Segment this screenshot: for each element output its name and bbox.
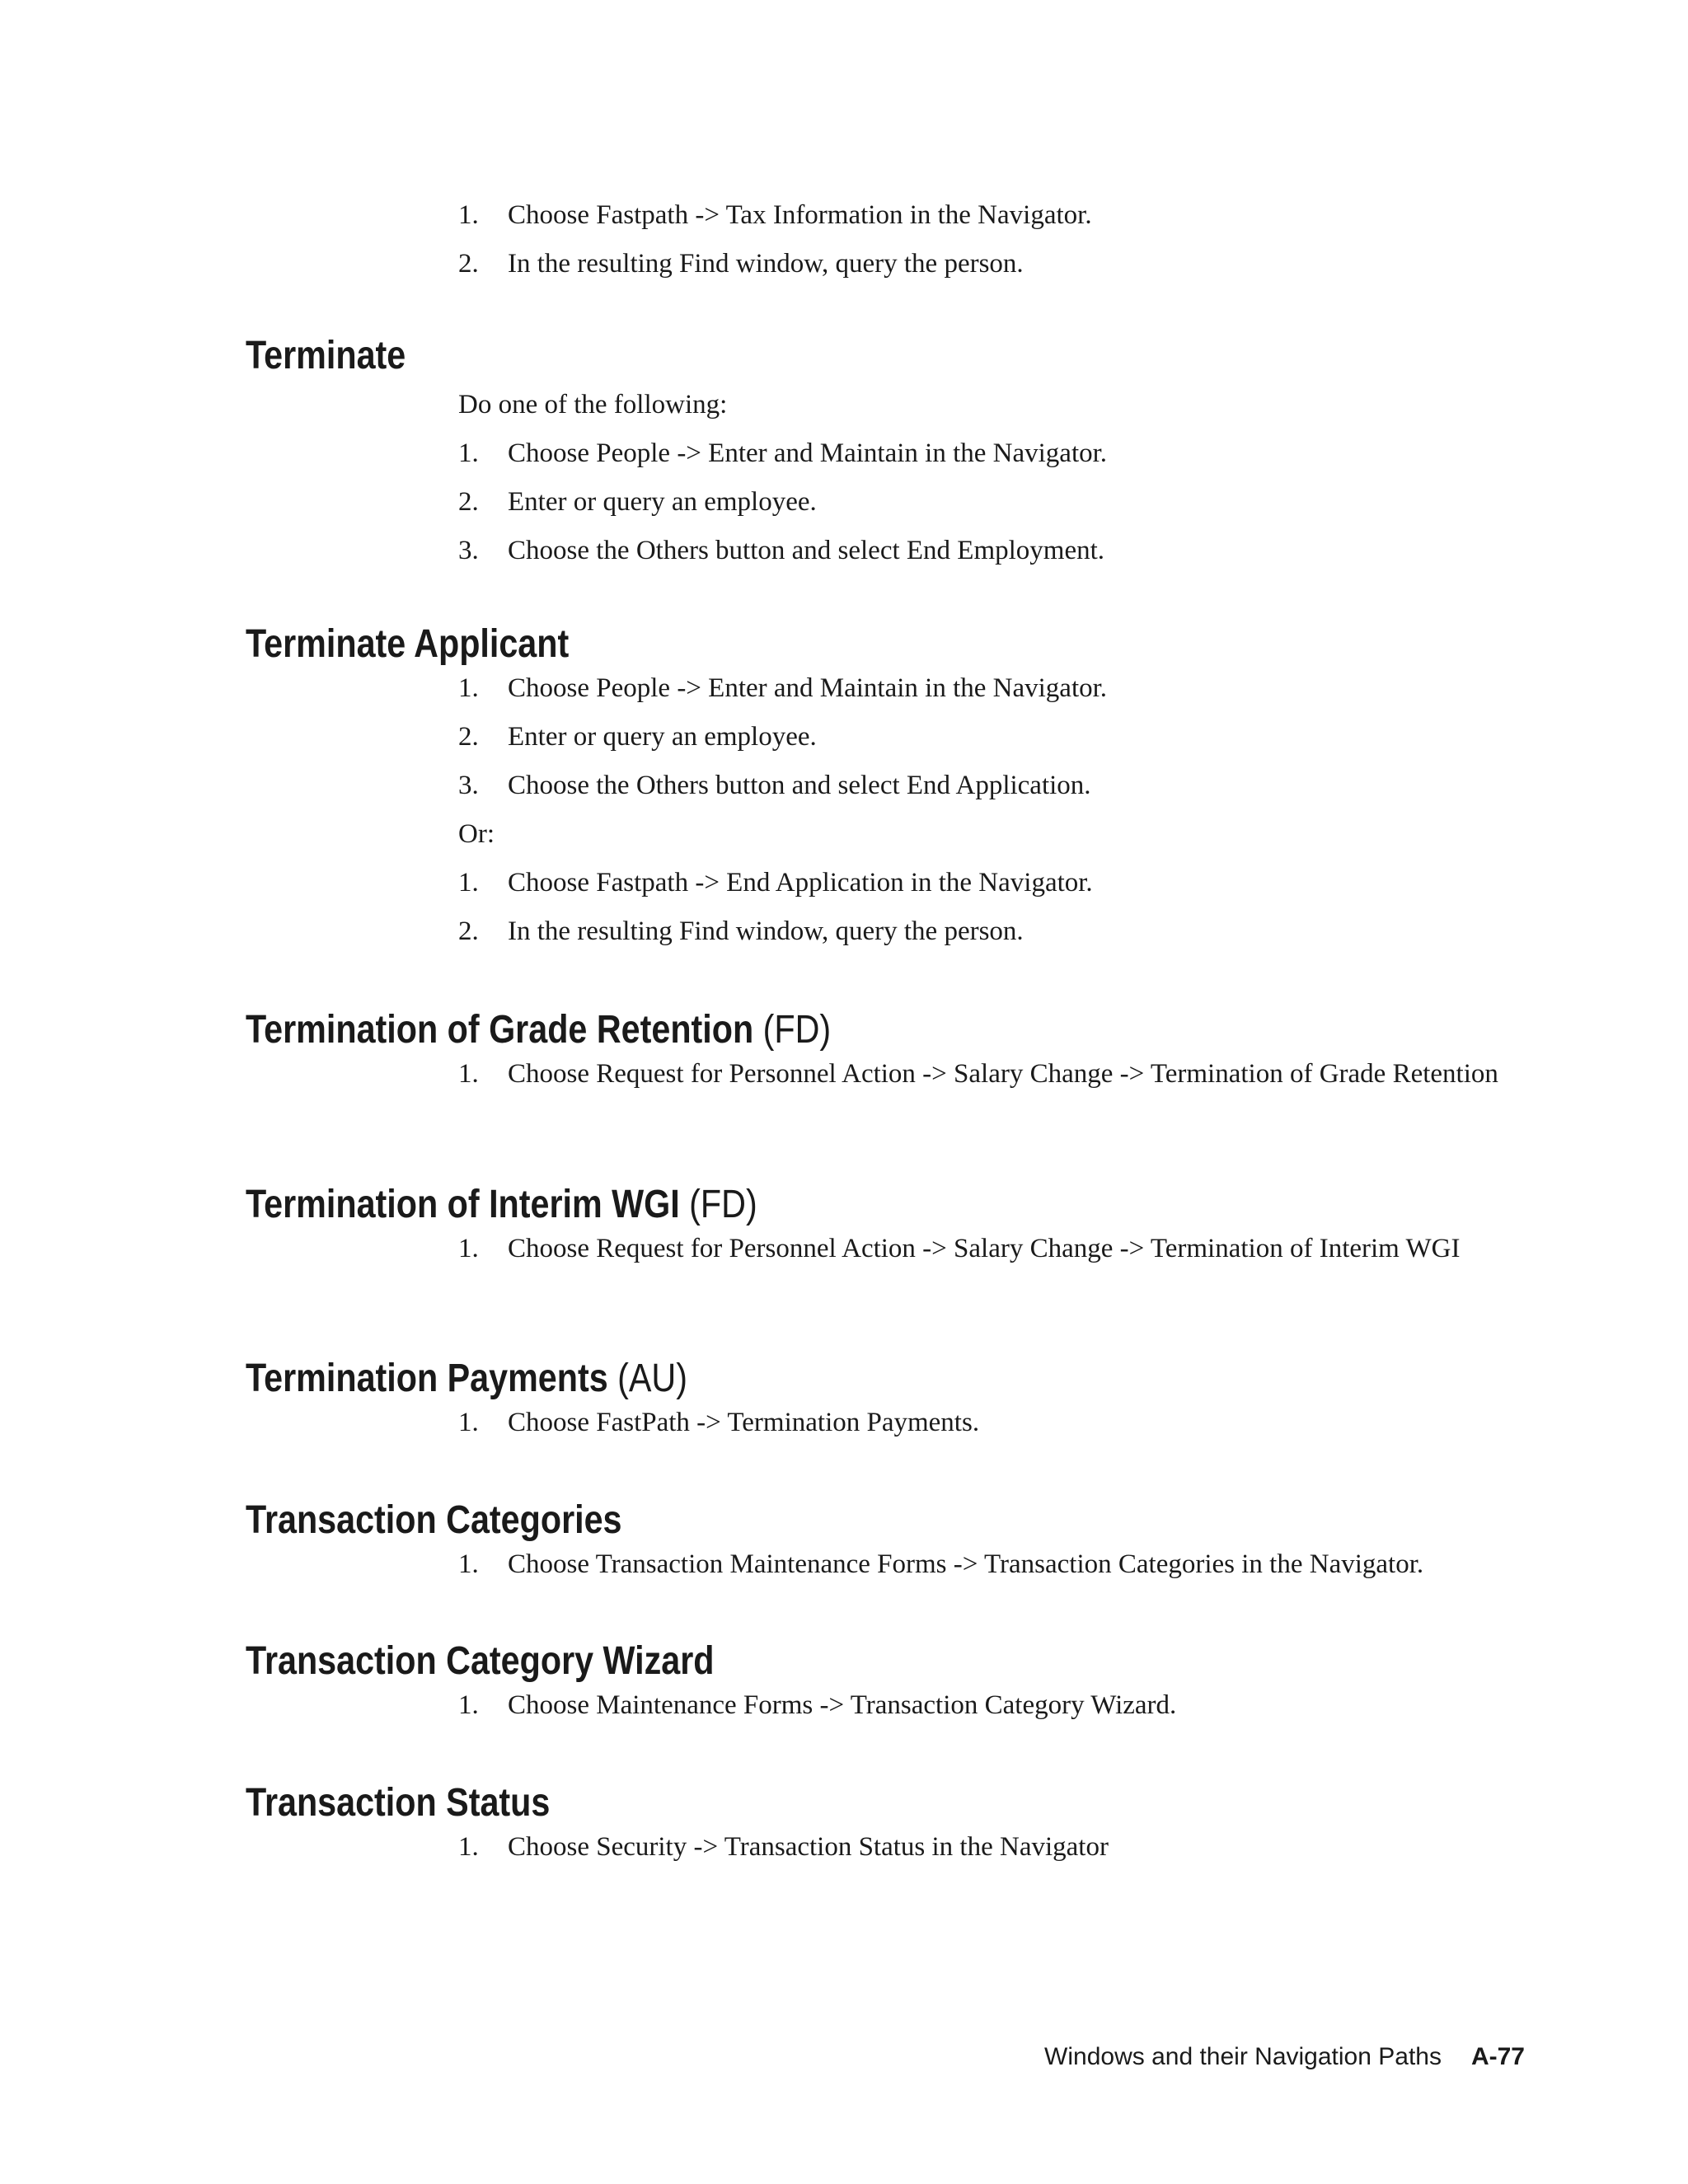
- section-transaction-categories: [246, 1497, 1531, 1597]
- list-item: 2. In the resulting Find window, query the person.: [458, 916, 1024, 946]
- list-item: 3. Choose the Others button and select End Application.: [458, 771, 1091, 800]
- page-footer: [1044, 2042, 1525, 2072]
- section-heading: Transaction Category Wizard: [246, 1639, 715, 1683]
- section-transaction-category-wizard: [246, 1638, 1531, 1738]
- list-item: 1. Choose Fastpath -> Tax Information in the Navigator.: [458, 200, 1092, 230]
- list-item: 1. Choose Transaction Maintenance Forms -> Transaction Categories in the Navigator.: [458, 1549, 1424, 1579]
- list-item: 2. Enter or query an employee.: [458, 487, 817, 517]
- intro-block: [246, 199, 1531, 297]
- or-text: Or:: [458, 819, 495, 849]
- list-item: 3. Choose the Others button and select End Employment.: [458, 536, 1105, 565]
- footer-title: Windows and their Navigation Paths: [1044, 2043, 1442, 2070]
- section-heading: Termination of Grade Retention (FD): [246, 1008, 832, 1052]
- section-heading: Terminate: [246, 334, 406, 377]
- section-heading: Termination of Interim WGI (FD): [246, 1183, 757, 1226]
- section-transaction-status: [246, 1780, 1531, 1880]
- list-item: 2. In the resulting Find window, query the person.: [458, 249, 1024, 279]
- list-item: 1. Choose Request for Personnel Action -> Salary Change -> Termination of Interim WGI: [458, 1234, 1461, 1263]
- section-termination-payments: [246, 1356, 1531, 1455]
- list-item: 1. Choose People -> Enter and Maintain in the Navigator.: [458, 673, 1108, 703]
- list-item: 1. Choose FastPath -> Termination Payments.: [458, 1408, 980, 1437]
- page-number: A-77: [1470, 2043, 1525, 2070]
- list-item: 1. Choose Fastpath -> End Application in the Navigator.: [458, 868, 1093, 898]
- section-heading: Transaction Categories: [246, 1498, 622, 1542]
- section-terminate: [246, 333, 1531, 583]
- section-heading: Termination Payments (AU): [246, 1357, 687, 1400]
- section-grade-retention: [246, 1007, 1531, 1107]
- list-item: 1. Choose Maintenance Forms -> Transaction Category Wizard.: [458, 1690, 1177, 1720]
- section-heading: Transaction Status: [246, 1781, 551, 1825]
- section-terminate-applicant: [246, 621, 1531, 964]
- section-interim-wgi: [246, 1182, 1531, 1282]
- section-heading: Terminate Applicant: [246, 622, 570, 666]
- list-item: 1. Choose Request for Personnel Action -> Salary Change -> Termination of Grade Retention: [458, 1059, 1498, 1089]
- list-item: 1. Choose Security -> Transaction Status in the Navigator: [458, 1832, 1109, 1862]
- section-intro-text: Do one of the following:: [458, 390, 728, 419]
- list-item: 2. Enter or query an employee.: [458, 722, 817, 752]
- list-item: 1. Choose People -> Enter and Maintain in the Navigator.: [458, 438, 1108, 468]
